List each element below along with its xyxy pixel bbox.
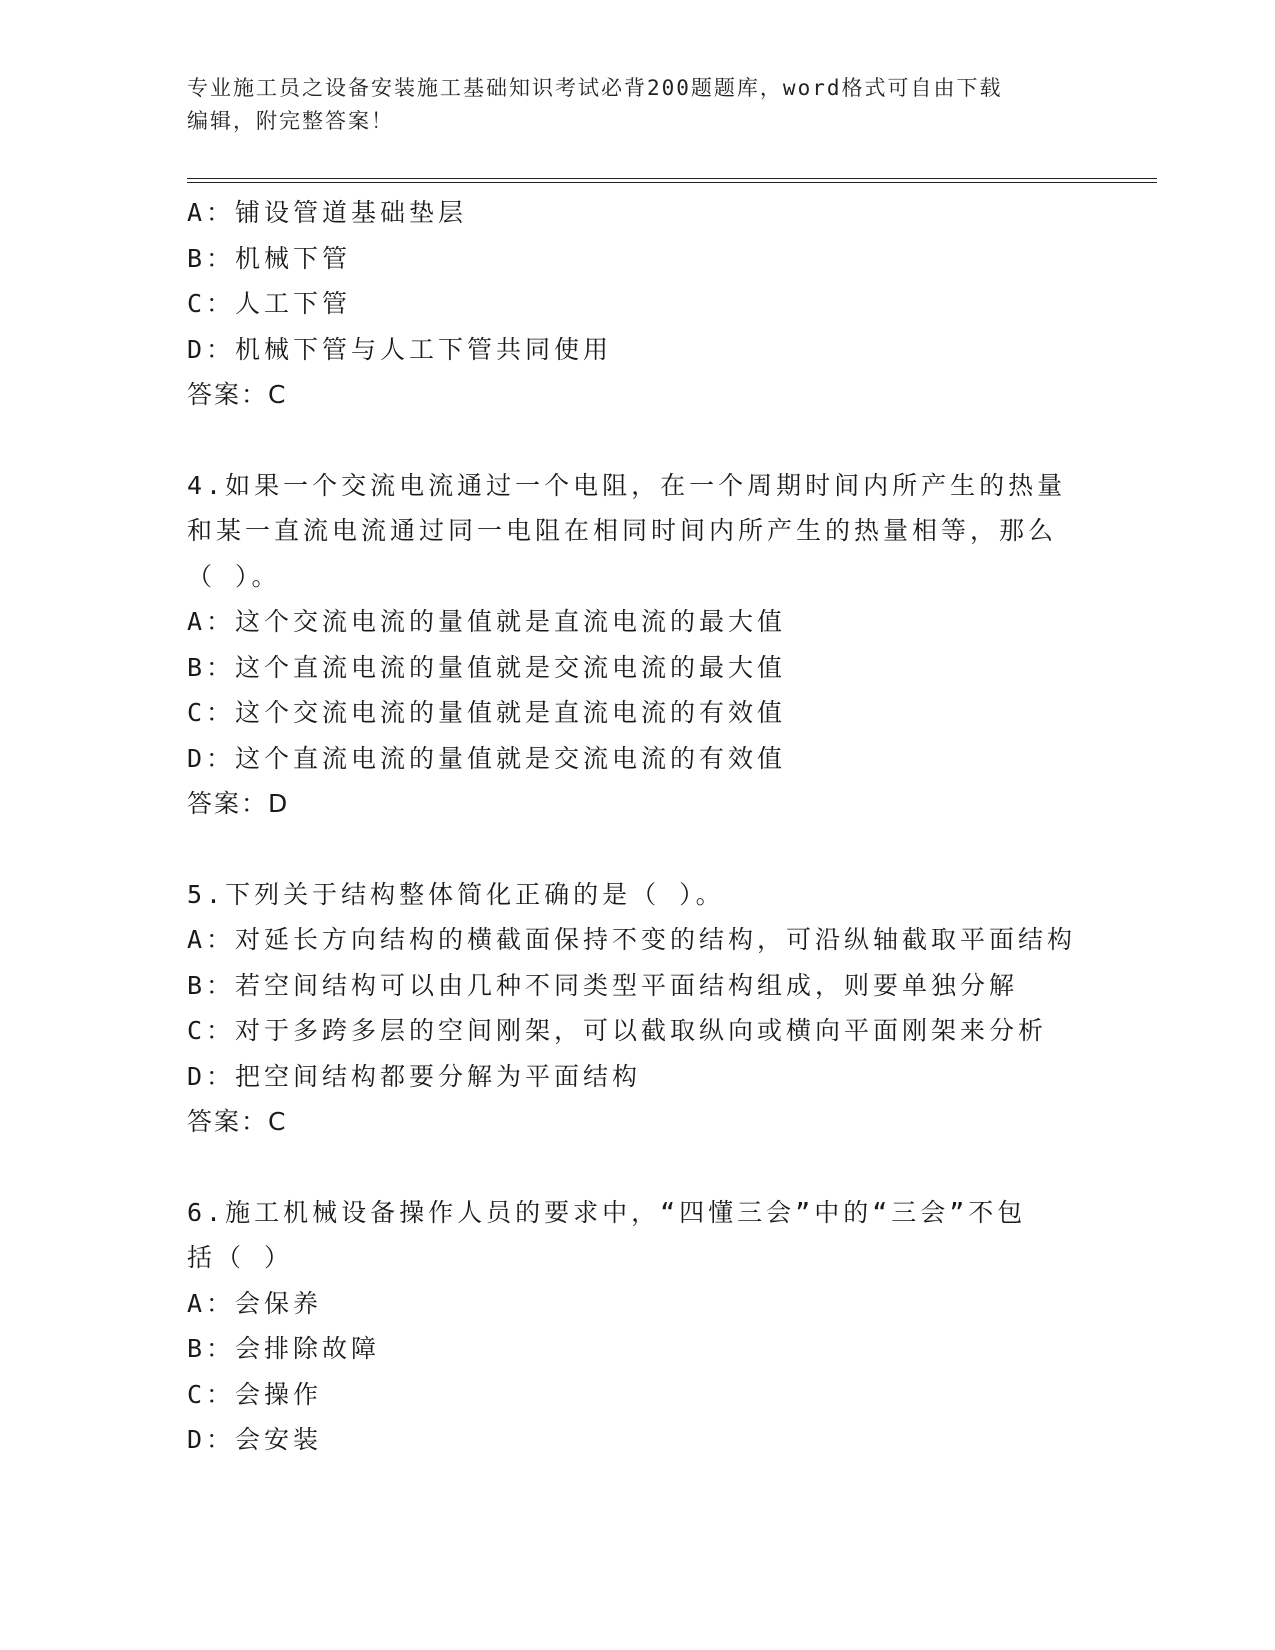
option-d: D：会安装 <box>187 1425 323 1454</box>
question-stem-line: 和某一直流电流通过同一电阻在相同时间内所产生的热量相等，那么 <box>187 516 1058 545</box>
question-stem-line: （ ）。 <box>187 561 281 591</box>
document-header <box>187 72 1087 138</box>
option-d: D：把空间结构都要分解为平面结构 <box>187 1061 642 1091</box>
option-b: B：若空间结构可以由几种不同类型平面结构组成，则要单独分解 <box>187 970 1019 1000</box>
header-divider <box>187 178 1157 183</box>
option-a: A：会保养 <box>187 1288 323 1318</box>
question-5 <box>187 872 1087 1145</box>
option-c: C：这个交流电流的量值就是直流电流的有效值 <box>187 698 787 727</box>
question-stem-line: 4.如果一个交流电流通过一个电阻，在一个周期时间内所产生的热量 <box>187 470 1067 500</box>
question-4 <box>187 463 1087 827</box>
answer-label: 答案：C <box>187 380 288 409</box>
option-d: D：机械下管与人工下管共同使用 <box>187 334 613 364</box>
option-a: A：铺设管道基础垫层 <box>187 198 468 227</box>
question-stem-line: 括（ ） <box>187 1243 294 1272</box>
header-title-line-2: 编辑，附完整答案！ <box>187 109 394 133</box>
question-3 <box>187 190 1087 418</box>
option-c: C：人工下管 <box>187 289 352 318</box>
question-spacer <box>187 827 1087 872</box>
question-6 <box>187 1190 1087 1463</box>
question-spacer <box>187 418 1087 463</box>
option-d: D：这个直流电流的量值就是交流电流的有效值 <box>187 743 787 773</box>
document-body <box>187 190 1087 1463</box>
option-b: B：这个直流电流的量值就是交流电流的最大值 <box>187 652 787 682</box>
option-a: A：对延长方向结构的横截面保持不变的结构，可沿纵轴截取平面结构 <box>187 925 1077 954</box>
option-a: A：这个交流电流的量值就是直流电流的最大值 <box>187 607 787 636</box>
question-stem-line: 6.施工机械设备操作人员的要求中，“四懂三会”中的“三会”不包 <box>187 1197 1027 1227</box>
option-b: B：会排除故障 <box>187 1334 381 1363</box>
option-c: C：对于多跨多层的空间刚架，可以截取纵向或横向平面刚架来分析 <box>187 1016 1048 1045</box>
question-stem-line: 5.下列关于结构整体简化正确的是（ ）。 <box>187 879 725 909</box>
header-title-line-1: 专业施工员之设备安装施工基础知识考试必背200题题库，word格式可自由下载 <box>187 76 1003 100</box>
option-c: C：会操作 <box>187 1379 323 1409</box>
answer-label: 答案：C <box>187 1107 288 1136</box>
option-b: B：机械下管 <box>187 243 352 273</box>
answer-label: 答案：D <box>187 789 290 818</box>
question-spacer <box>187 1145 1087 1190</box>
